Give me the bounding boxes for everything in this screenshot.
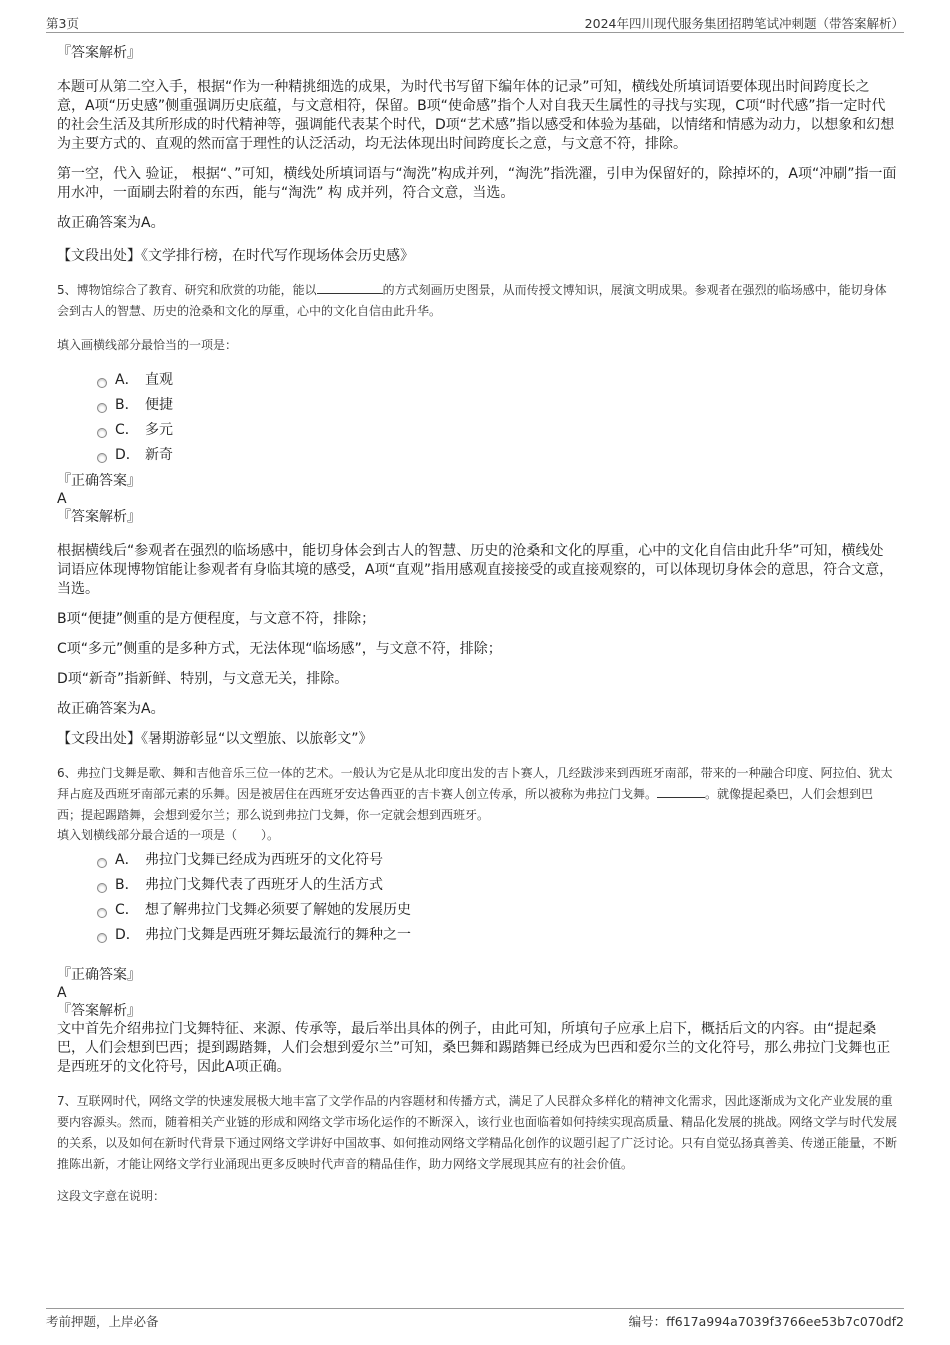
q6-options (97, 848, 897, 948)
radio-icon[interactable] (97, 858, 107, 868)
q4-analysis-para: 本题可从第二空入手，根据“作为一种精挑细选的成果，为时代书写留下编年体的记录”可知，横线处所填词语要体现出时间跨度长之意，A项“历史感”侧重强调历史底蕴，与文意相符，保留。B项“使命感”指个人对自我天生属性的寻找与实现，C项“时代感”指一定时代的社会生活及其所形成的时代精神等，强调能代表某个时代，D项“艺术感”指以感受和体验为基础，以情绪和情感为动力，以想象和幻想为主要方式的、直观的然而富于理性的认泛活动，均无法体现出时间跨度长之意，与文意不符，排除。 (57, 79, 895, 152)
q4-analysis-para: 故正确答案为A。 (57, 215, 165, 231)
q5-analysis-para: 故正确答案为A。 (57, 701, 165, 717)
q5-analysis (57, 542, 897, 719)
analysis-label: 『答案解析』 (57, 45, 141, 61)
q6-analysis (57, 1020, 897, 1077)
q7-prompt: 这段文字意在说明： (57, 1189, 166, 1203)
radio-icon[interactable] (97, 403, 107, 413)
radio-icon[interactable] (97, 378, 107, 388)
q5-option-d[interactable]: D． 新奇 (97, 443, 897, 468)
q5-text-a: 5、博物馆综合了教育、研究和欣赏的功能，能以 (57, 283, 317, 297)
radio-icon[interactable] (97, 883, 107, 893)
q5-option-b[interactable]: B． 便捷 (97, 393, 897, 418)
q6-option-a[interactable]: A． 弗拉门戈舞已经成为西班牙的文化符号 (97, 848, 897, 873)
page-header (46, 10, 904, 30)
radio-icon[interactable] (97, 428, 107, 438)
q7-question: 7、互联网时代，网络文学的快速发展极大地丰富了文学作品的内容题材和传播方式，满足了人民群众多样化的精神文化需求，因此逐渐成为文化产业发展的重要内容源头。然而，随着相关产业链的形成和网络文学市场化运作的不断深入，该行业也面临着如何持续实现高质量、精品化发展的挑战。网络文学与时代发展的关系，以及如何在新时代背景下通过网络文学讲好中国故事、如何推动网络文学精品化创作的议题引起了广泛讨论。只有自觉弘扬真善美、传递正能量，不断推陈出新，才能让网络文学行业涌现出更多反映时代声音的精品佳作，助力网络文学展现其应有的社会价值。 (57, 1094, 898, 1171)
q4-source: 【文段出处】《文学排行榜，在时代写作现场体会历史感》 (57, 248, 414, 264)
q6-option-d[interactable]: D． 弗拉门戈舞是西班牙舞坛最流行的舞种之一 (97, 923, 897, 948)
footer-divider (46, 1308, 904, 1309)
header-divider (46, 32, 904, 33)
document-title: 2024年四川现代服务集团招聘笔试冲刺题（带答案解析） (584, 16, 904, 31)
q5-options (97, 368, 897, 468)
q6-text-a: 6、弗拉门戈舞是歌、舞和吉他音乐三位一体的艺术。一般认为它是从北印度出发的吉卜赛人，几经跋涉来到西班牙南部，带来的一种融合印度、阿拉伯、犹太拜占庭及西班牙南部元素的乐舞。因是被居住在西班牙安达鲁西亚的吉卡赛人创立传承，所以被称为弗拉门戈舞。 (57, 766, 893, 801)
q5-blank (317, 282, 383, 294)
q5-analysis-para: 根据横线后“参观者在强烈的临场感中，能切身体会到古人的智慧、历史的沧桑和文化的厚重，心中的文化自信由此升华”可知，横线处词语应体现博物馆能让参观者有身临其境的感受，A项“直观”指用感观直接接受的或直接观察的，可以体现切身体会的意思，符合文意，当选。 (57, 543, 894, 597)
correct-answer-label: 『正确答案』 (57, 967, 141, 983)
q5-answer: A (57, 491, 67, 507)
footer-slogan: 考前押题，上岸必备 (46, 1314, 159, 1329)
q6-question (57, 763, 897, 826)
analysis-label: 『答案解析』 (57, 1003, 141, 1019)
q5-option-a[interactable]: A． 直观 (97, 368, 897, 393)
q6-analysis-para: 文中首先介绍弗拉门戈舞特征、来源、传承等，最后举出具体的例子，由此可知，所填句子应承上启下，概括后文的内容。由“提起桑巴，人们会想到巴西；提到踢踏舞，人们会想到爱尔兰”可知，桑巴舞和踢踏舞已经成为巴西和爱尔兰的文化符号，那么弗拉门戈舞也正是西班牙的文化符号，因此A项正确。 (57, 1021, 891, 1075)
q5-question (57, 280, 897, 322)
q5-text-b: 的方式刻画历史图景，从而传授文博知识，展演文明成果。参观者在强烈的临场感中，能切身体会到古人的智慧、历史的沧桑和文化的厚重，心中的文化自信由此升华。 (57, 283, 887, 318)
radio-icon[interactable] (97, 933, 107, 943)
radio-icon[interactable] (97, 908, 107, 918)
q5-analysis-para: B项“便捷”侧重的是方便程度，与文意不符，排除； (57, 611, 376, 627)
page-number: 第3页 (46, 16, 79, 31)
main-content (57, 44, 897, 1205)
q6-text-b: 。就像提起桑巴，人们会想到巴西；提起踢踏舞，会想到爱尔兰；那么说到弗拉门戈舞，你一定就会想到西班牙。 (57, 787, 874, 822)
q6-prompt: 填入划横线部分最合适的一项是（ ）。 (57, 828, 280, 842)
q6-answer: A (57, 985, 67, 1001)
q5-option-c[interactable]: C． 多元 (97, 418, 897, 443)
radio-icon[interactable] (97, 453, 107, 463)
q5-analysis-para: D项“新奇”指新鲜、特别，与文意无关，排除。 (57, 671, 349, 687)
footer-code: 编号：ff617a994a7039f3766ee53b7c070df2 (628, 1314, 904, 1329)
q6-blank (657, 786, 705, 798)
q4-analysis-para: 第一空，代入 验证， 根据“、”可知，横线处所填词语与“淘洗”构成并列，“淘洗”指洗濯，引申为保留好的，除掉坏的，A项“冲刷”指一面用水冲，一面刷去附着的东西，能与“淘洗” 构 成并列，符合文意，当选。 (57, 166, 897, 201)
correct-answer-label: 『正确答案』 (57, 473, 141, 489)
q6-option-c[interactable]: C． 想了解弗拉门戈舞必须要了解她的发展历史 (97, 898, 897, 923)
q4-analysis (57, 78, 897, 233)
q5-prompt: 填入画横线部分最恰当的一项是： (57, 338, 238, 352)
q5-source: 【文段出处】《暑期游彰显“以文塑旅、以旅彰文”》 (57, 731, 373, 747)
q6-option-b[interactable]: B． 弗拉门戈舞代表了西班牙人的生活方式 (97, 873, 897, 898)
analysis-label: 『答案解析』 (57, 509, 141, 525)
q5-analysis-para: C项“多元”侧重的是多种方式，无法体现“临场感”，与文意不符，排除； (57, 641, 502, 657)
